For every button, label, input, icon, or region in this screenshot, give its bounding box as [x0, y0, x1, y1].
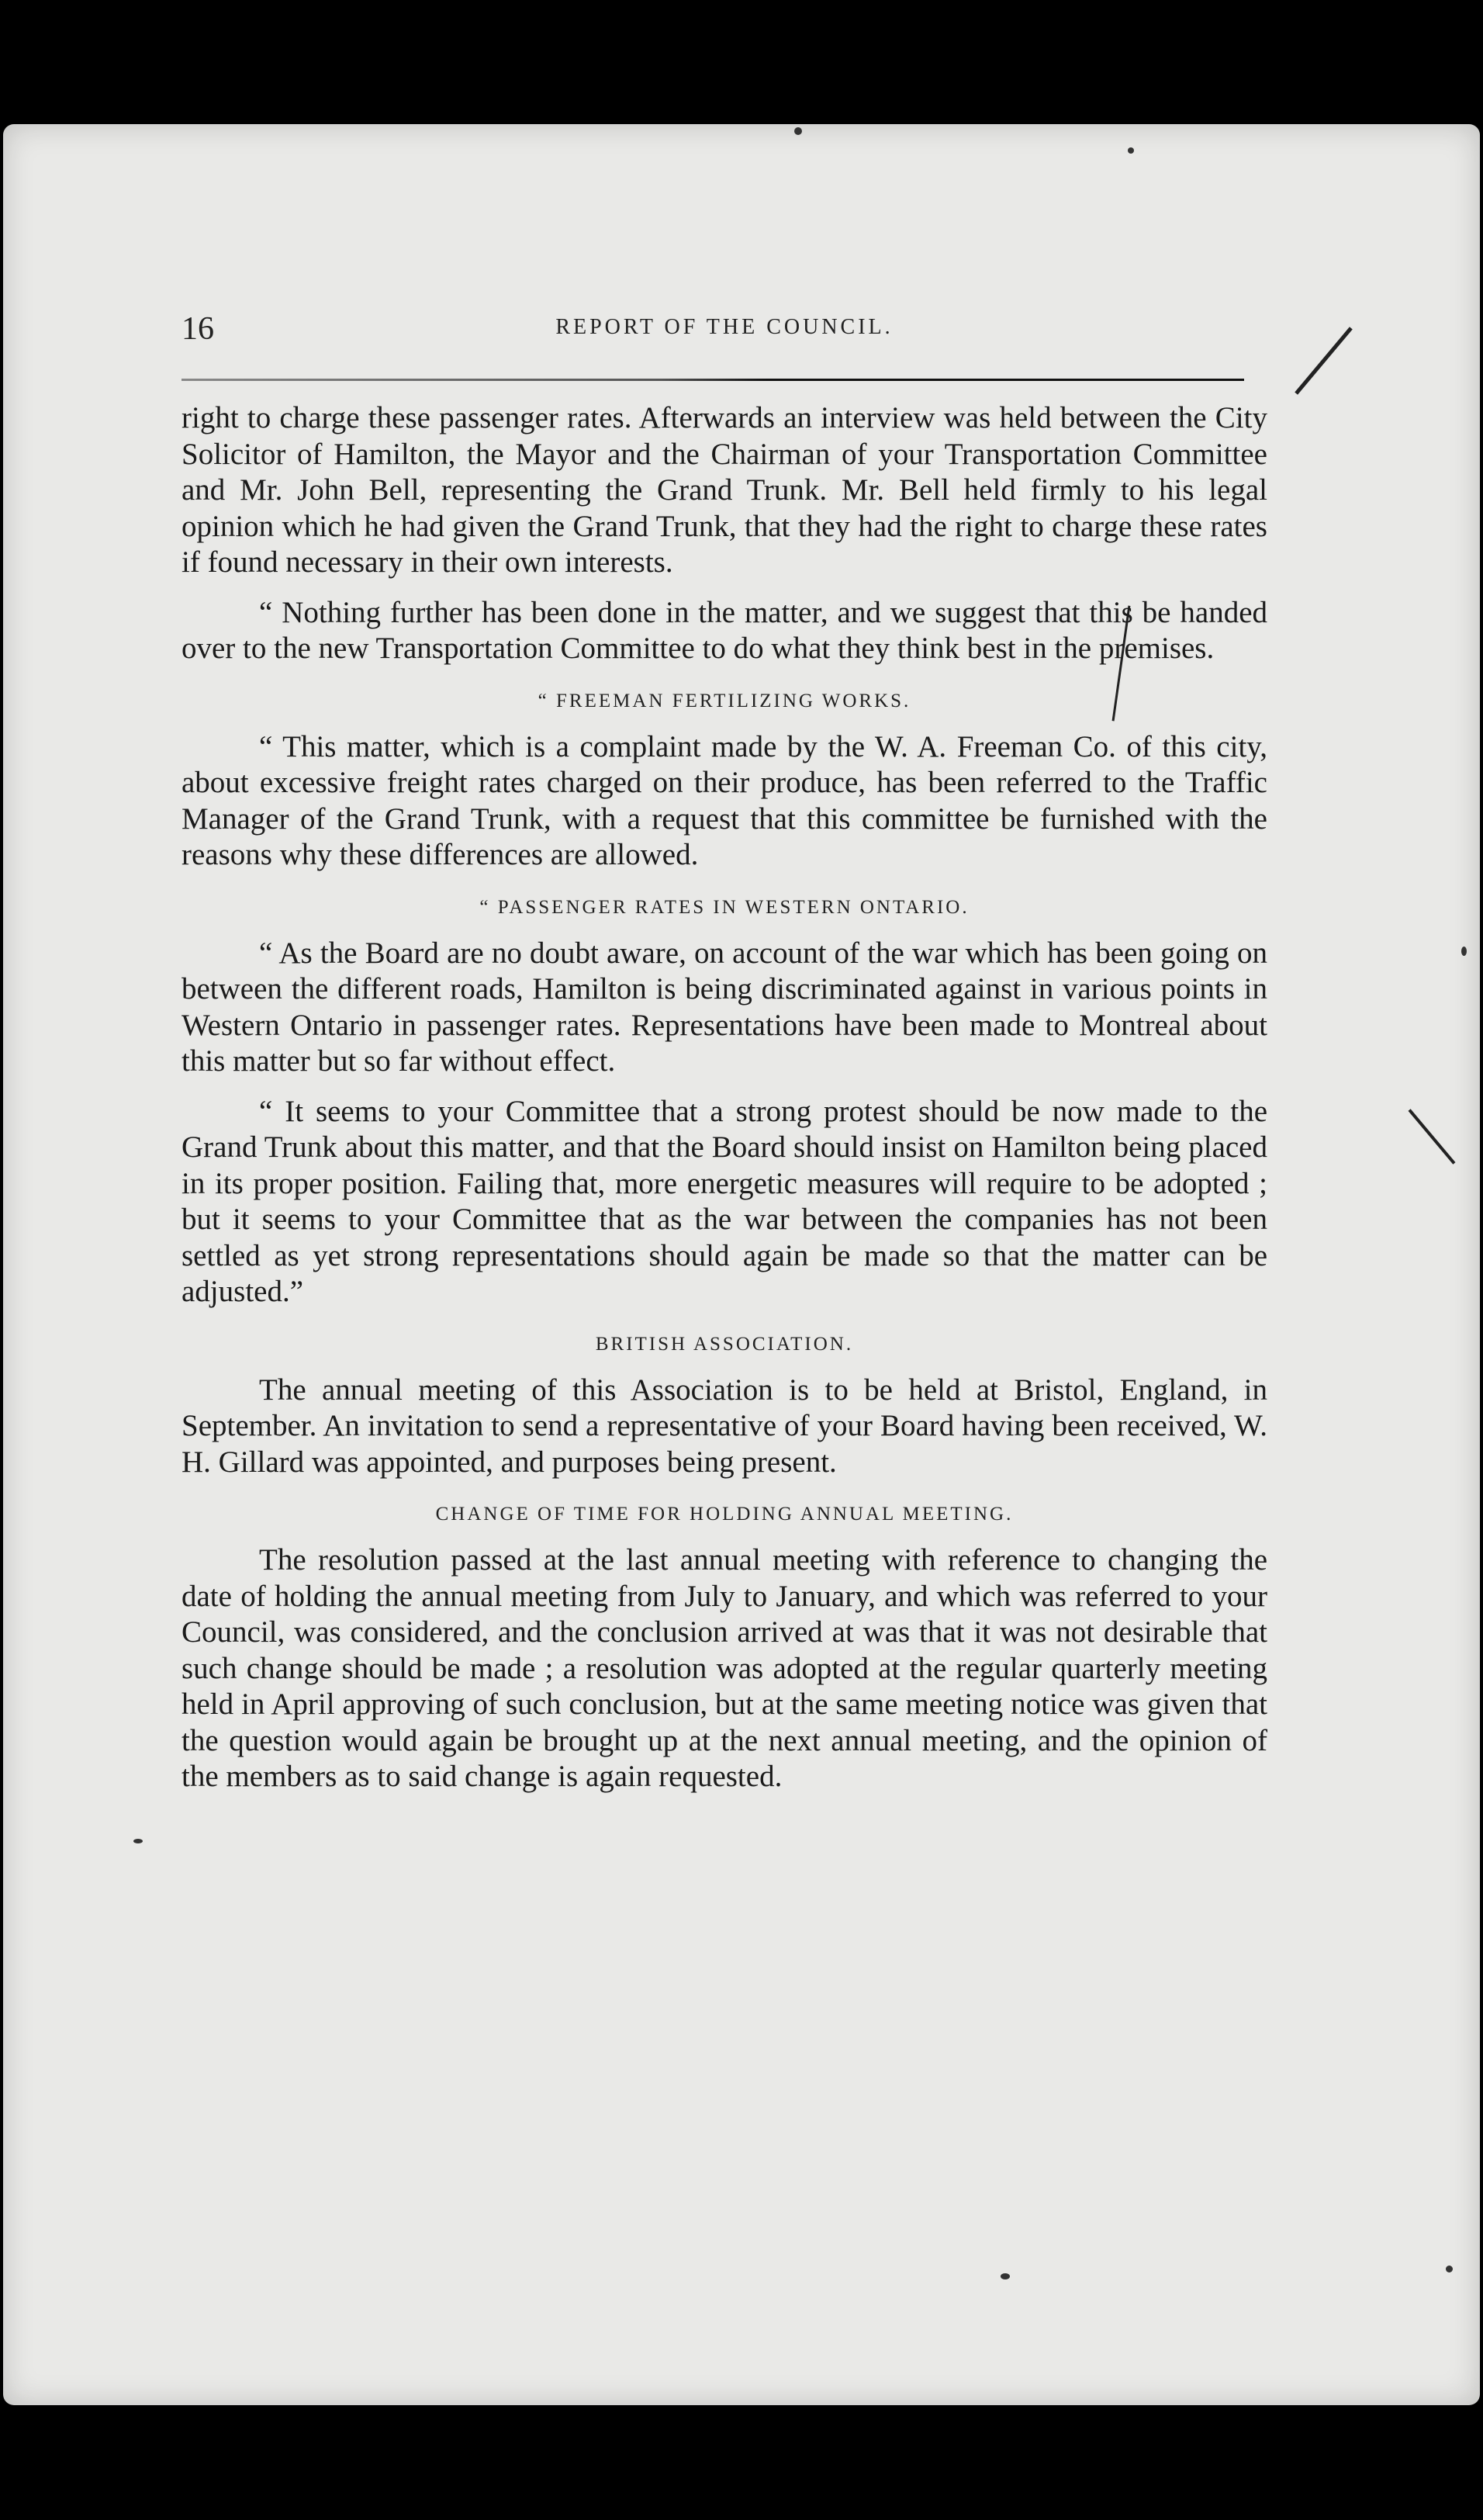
page-content — [181, 310, 1267, 1809]
running-head — [181, 310, 1267, 357]
paragraph: “ Nothing further has been done in the matter, and we suggest that this be handed over to the new Transportation Committee to do what they think best in the premises. — [181, 595, 1267, 665]
paragraph: The resolution passed at the last annual meeting with reference to changing the date of holding the annual meeting from July to January, and which was referred to your Council, was considered, and the conclusion arrived at was that it was not desirable that such change should be made ; a resolution was adopted at the regular quarterly meeting held in April approving of such conclusion, but at the same meeting notice was given that the question would again be brought up at the next annual meeting, and the opinion of the members as to said change is again requested. — [181, 1543, 1267, 1793]
paragraph: “ This matter, which is a complaint made by the W. A. Freeman Co. of this city, about excessive freight rates charged on their produce, has been referred to the Traffic Manager of the Grand Trunk, with a request that this committee be furnished with the reasons why these differences are allowed. — [181, 729, 1267, 871]
document-page — [3, 124, 1480, 2405]
scan-speck — [1446, 2266, 1453, 2272]
section-heading: BRITISH ASSOCIATION. — [595, 1333, 854, 1355]
running-head-title: REPORT OF THE COUNCIL. — [555, 315, 894, 339]
scan-speck — [1128, 147, 1134, 154]
scan-speck — [794, 127, 802, 135]
scan-speck — [1461, 947, 1467, 956]
paragraph: The annual meeting of this Association is to be held at Bristol, England, in September. An invitation to send a representative of your Board having been received, W. H. Gillard was appointed, and purposes being present. — [181, 1372, 1267, 1479]
page-number: 16 — [181, 311, 214, 347]
scan-speck — [133, 1839, 143, 1843]
scan-speck — [1001, 2273, 1010, 2279]
section-heading: “ PASSENGER RATES IN WESTERN ONTARIO. — [479, 896, 970, 918]
pen-stroke-mark — [1295, 327, 1353, 394]
section-heading: “ FREEMAN FERTILIZING WORKS. — [538, 690, 911, 711]
section-heading: CHANGE OF TIME FOR HOLDING ANNUAL MEETING. — [435, 1504, 1014, 1525]
body-text — [181, 400, 1267, 1795]
paragraph: right to charge these passenger rates. Afterwards an interview was held between the City Solicitor of Hamilton, the Mayor and the Chairman of your Transportation Committee and Mr. John Bell, representing the Grand Trunk. Mr. Bell held firmly to his legal opinion which he had given the Grand Trunk, that they had the right to charge these rates if found necessary in their own interests. — [181, 401, 1267, 579]
paragraph: “ It seems to your Committee that a strong protest should be now made to the Grand Trunk about this matter, and that the Board should insist on Hamilton being placed in its proper position. Failing that, more energetic measures will require to be adopted ; but it seems to your Committee that as the war between the companies has not been settled as yet strong representations should again be made so that the matter can be adjusted.” — [181, 1094, 1267, 1308]
paragraph: “ As the Board are no doubt aware, on account of the war which has been going on between the different roads, Hamilton is being discriminated against in various points in Western Ontario in passenger rates. Representations have been made to Montreal about this matter but so far without effect. — [181, 936, 1267, 1078]
header-rule — [181, 379, 1244, 381]
pen-stroke-mark — [1409, 1109, 1456, 1165]
